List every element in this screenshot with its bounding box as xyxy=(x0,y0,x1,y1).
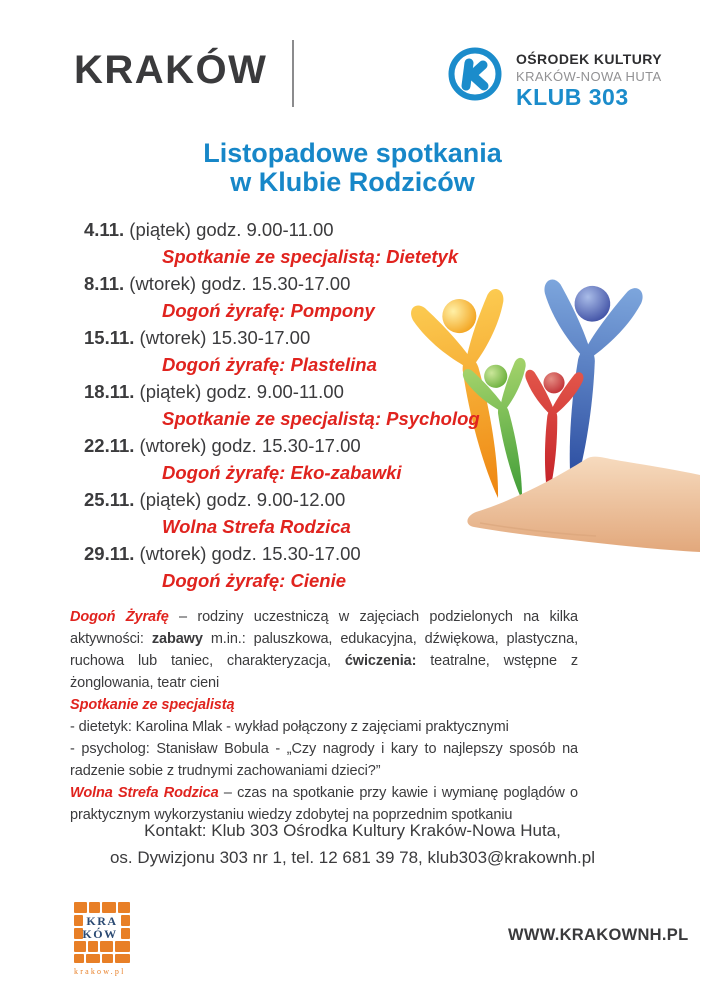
schedule-info: (wtorek) godz. 15.30-17.00 xyxy=(134,543,361,564)
schedule-date: 18.11. xyxy=(84,381,135,402)
schedule-activity: Wolna Strefa Rodzica xyxy=(162,516,351,537)
org-name-line2: KRAKÓW-NOWA HUTA xyxy=(516,69,662,84)
schedule-info: (wtorek) godz. 15.30-17.00 xyxy=(124,273,351,294)
description-paragraph xyxy=(70,694,578,716)
description-segment: ćwiczenia: xyxy=(344,653,417,669)
schedule-item xyxy=(0,324,705,378)
header-divider xyxy=(292,40,294,107)
org-name-line1: OŚRODEK KULTURY xyxy=(516,51,662,67)
schedule-item xyxy=(0,486,705,540)
schedule-info: (piątek) godz. 9.00-11.00 xyxy=(124,219,334,240)
schedule-activity: Dogoń żyrafę: Plastelina xyxy=(162,354,377,375)
description-paragraph xyxy=(70,606,578,694)
schedule-date-line xyxy=(0,486,705,513)
org-name-line3: KLUB 303 xyxy=(516,84,629,110)
org-name-block xyxy=(516,52,662,109)
description-segment: Dogoń Żyrafę xyxy=(70,609,169,625)
description-segment: Wolna Strefa Rodzica xyxy=(70,785,219,801)
schedule-date: 8.11. xyxy=(84,273,125,294)
krakow-wordmark: KRAKÓW xyxy=(74,48,268,92)
description-segment: - dietetyk: Karolina Mlak - wykład połączony z zajęciami praktycznymi xyxy=(70,719,509,735)
schedule-activity: Spotkanie ze specjalistą: Psycholog xyxy=(162,408,480,429)
description-block xyxy=(70,606,578,826)
website-url: WWW.KRAKOWNH.PL xyxy=(508,926,689,944)
poster-title-line1: Listopadowe spotkania xyxy=(203,138,502,168)
description-paragraph xyxy=(70,716,578,738)
schedule-date-line xyxy=(0,270,705,297)
mosaic-logo-text-line1: KRA xyxy=(86,914,118,928)
schedule-list xyxy=(0,216,705,594)
schedule-date: 22.11. xyxy=(84,435,135,456)
schedule-activity: Dogoń żyrafę: Cienie xyxy=(162,570,346,591)
contact-line2: os. Dywizjonu 303 nr 1, tel. 12 681 39 78, klub303@krakownh.pl xyxy=(109,848,596,867)
schedule-info: (piątek) godz. 9.00-12.00 xyxy=(134,489,346,510)
schedule-info: (piątek) godz. 9.00-11.00 xyxy=(134,381,344,402)
schedule-date: 15.11. xyxy=(84,327,135,348)
description-segment: m.in.: paluszkowa, edukacyjna, dźwiękowa, plastyczna, ruchowa lub taniec, charakteryzacja, xyxy=(70,631,578,669)
description-segment: zabawy xyxy=(151,631,203,647)
schedule-info: (wtorek) godz. 15.30-17.00 xyxy=(134,435,361,456)
mosaic-logo-url: krakow.pl xyxy=(74,967,126,976)
schedule-date-line xyxy=(0,540,705,567)
schedule-activity: Dogoń żyrafę: Pompony xyxy=(162,300,375,321)
description-segment: – rodziny uczestniczą w zajęciach podzielonych na kilka aktywności: xyxy=(70,609,578,647)
schedule-date-line xyxy=(0,216,705,243)
schedule-item xyxy=(0,540,705,594)
description-segment: - psycholog: Stanisław Bobula - „Czy nagrody i kary to najlepszy sposób na radzenie sobie z trudnymi zachowaniami dzieci?” xyxy=(70,741,578,779)
krakow-mosaic-logo xyxy=(72,900,142,980)
poster-title xyxy=(0,139,705,197)
klub303-logo-icon xyxy=(447,46,504,103)
schedule-item xyxy=(0,216,705,270)
schedule-activity: Dogoń żyrafę: Eko-zabawki xyxy=(162,462,402,483)
schedule-activity: Spotkanie ze specjalistą: Dietetyk xyxy=(162,246,459,267)
schedule-date: 25.11. xyxy=(84,489,135,510)
mosaic-logo-text-line2: KÓW xyxy=(82,927,118,941)
description-segment: Spotkanie ze specjalistą xyxy=(70,697,235,713)
schedule-item xyxy=(0,270,705,324)
schedule-date-line xyxy=(0,432,705,459)
schedule-info: (wtorek) 15.30-17.00 xyxy=(134,327,311,348)
description-segment: teatralne, wstępne z żonglowania, teatr cieni xyxy=(70,653,578,691)
contact-line1: Kontakt: Klub 303 Ośrodka Kultury Kraków-Nowa Huta, xyxy=(144,821,561,840)
description-segment: – czas na spotkanie przy kawie i wymianę poglądów o praktycznym wykorzystaniu wiedzy zdobytej na poprzednim spotkaniu xyxy=(70,785,578,823)
poster-title-line2: w Klubie Rodziców xyxy=(230,167,475,197)
schedule-item xyxy=(0,378,705,432)
schedule-date: 4.11. xyxy=(84,219,125,240)
schedule-date-line xyxy=(0,324,705,351)
description-paragraph xyxy=(70,738,578,782)
schedule-date: 29.11. xyxy=(84,543,135,564)
schedule-item xyxy=(0,432,705,486)
contact-block xyxy=(0,817,705,871)
schedule-date-line xyxy=(0,378,705,405)
